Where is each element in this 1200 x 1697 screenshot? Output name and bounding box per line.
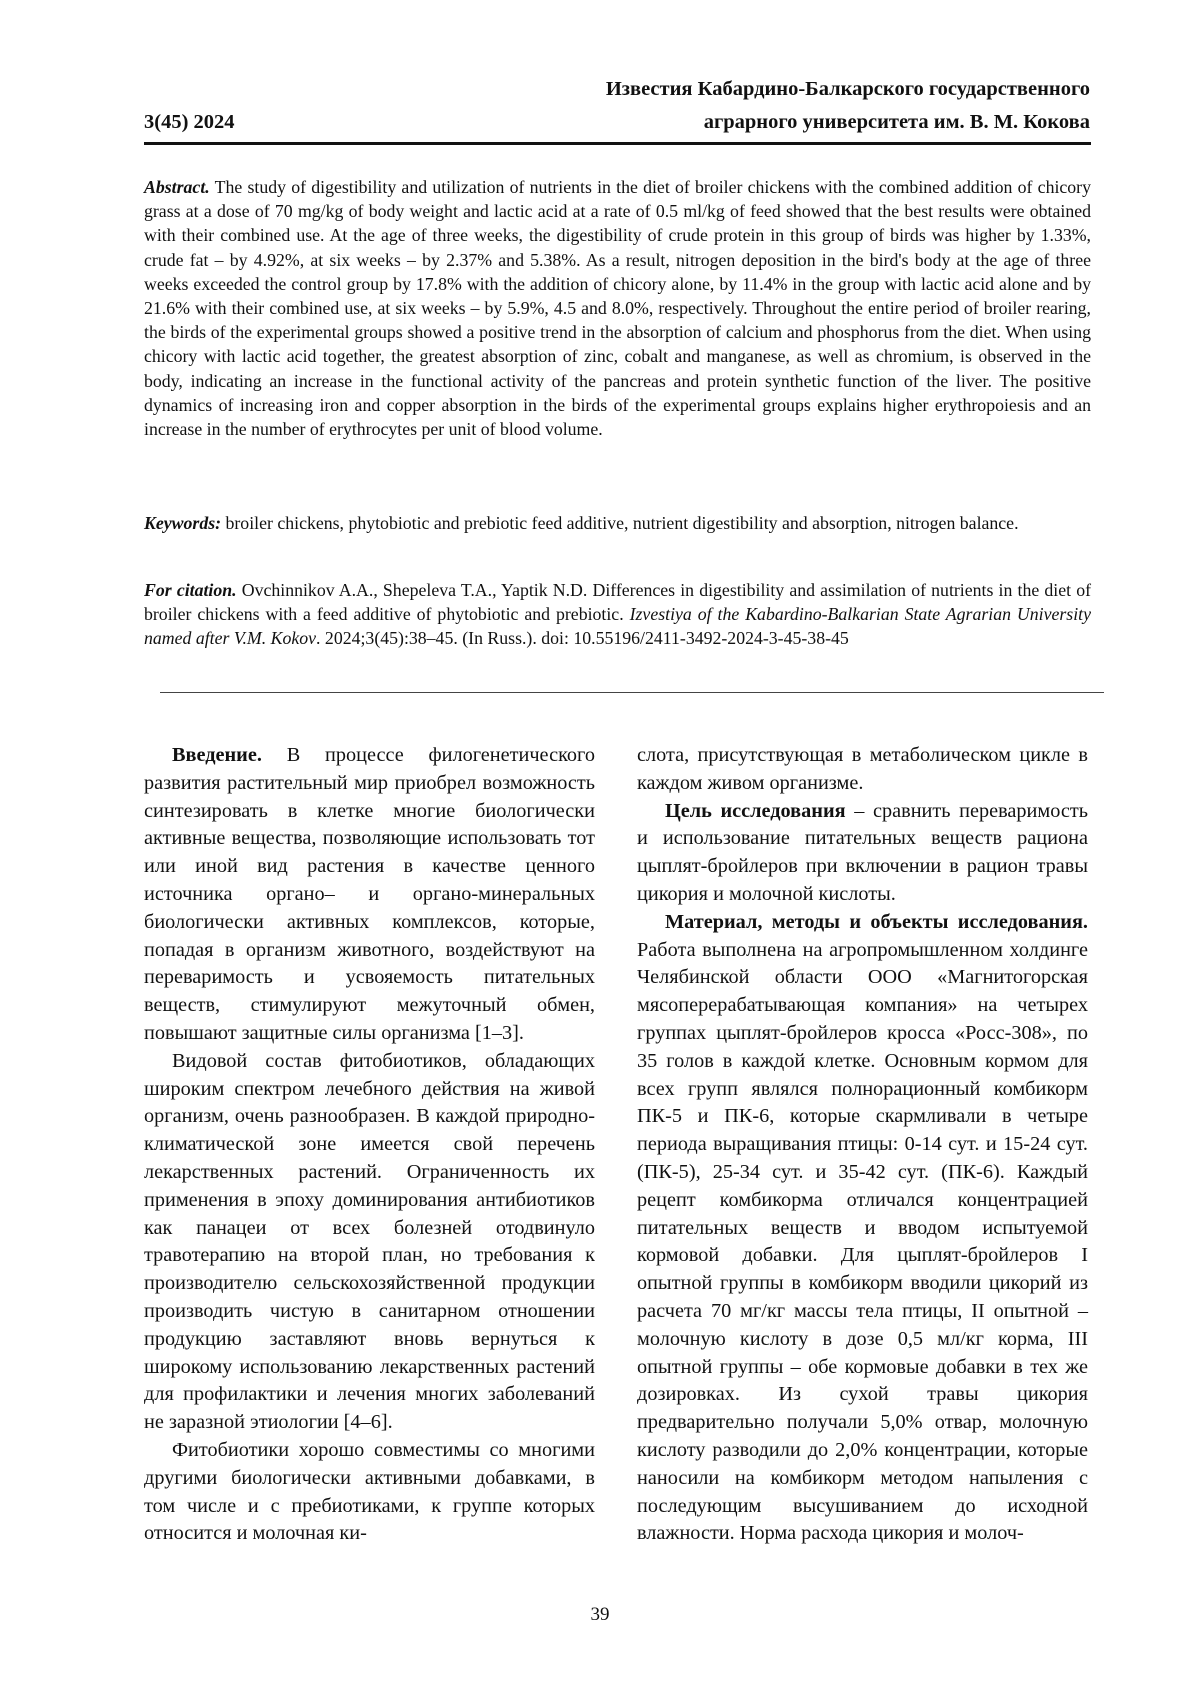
body-column-right [637,742,1088,1548]
citation-text: Ovchinnikov A.A., Shepeleva T.A., Yaptik N.D. Differences in digestibility and assimilation of nutrients in the diet of broiler chickens with a feed additive of phytobiotic and prebiotic. [144,580,1091,625]
intro-paragraph-3: Фитобиотики хорошо совместимы со многими другими биологически активными добавками, в том числе и с пребиотиками, к группе которых относится и молочная ки- [144,1438,595,1545]
methods-paragraph [637,909,1088,1548]
issue-number: 3(45) 2024 [144,111,235,133]
abstract-text: The study of digestibility and utilization of nutrients in the diet of broiler chickens with the combined addition of chicory grass at a dose of 70 mg/kg of body weight and lactic acid at a rate of 0.5 ml/kg of feed showed that the best results were obtained with their combined use. At the age of three weeks, the digestibility of crude protein in this group of birds was higher by 1.33%, crude fat – by 4.92%, at six weeks – by 2.37% and 5.38%. As a result, nitrogen deposition in the bird's body at the age of three weeks exceeded the control group by 17.8% with the addition of chicory alone, by 11.4% in the group with lactic acid alone and by 21.6% with their combined use, at six weeks – by 5.9%, 4.5 and 8.0%, respectively. Throughout the entire period of broiler rearing, the birds of the experimental groups showed a positive trend in the absorption of calcium and phosphorus from the diet. When using chicory with lactic acid together, the greatest absorption of zinc, cobalt and manganese, as well as chromium, is observed in the body, indicating an increase in the functional activity of the pancreas and protein synthetic function of the liver. The positive dynamics of increasing iron and copper absorption in the birds of the experimental groups explains higher erythropoiesis and an increase in the number of erythrocytes per unit of blood volume. [144,177,1091,440]
intro-paragraph-2: Видовой состав фитобиотиков, обладающих широким спектром лечебного действия на живой организм, очень разнообразен. В каждой природно-климатической зоне имеется свой перечень лекарственных растений. Ограниченность их применения в эпоху доминирования антибиотиков как панацеи от всех болезней отодвинуло травотерапию на второй план, но требования к производителю сельскохозяйственной продукции производить чистую в санитарном отношении продукцию заставляют вновь вернуться к широкому использованию лекарственных растений для профилактики и лечения многих заболеваний не заразной этиологии [4–6]. [144,1049,595,1434]
citation [144,578,1091,651]
journal-title-line1: Известия Кабардино-Балкарского государственного [605,78,1090,100]
methods-text: Работа выполнена на агропромышленном холдинге Челябинской области ООО «Магнитогорская мясоперерабатывающая компания» на четырех группах цыплят-бройлеров кросса «Росс-308», по 35 голов в каждой клетке. Основным кормом для всех групп являлся полнорационный комбикорм ПК-5 и ПК-6, которые скармливали в четыре периода выращивания птицы: 0-14 сут. и 15-24 сут. (ПК-5), 25-34 сут. и 35-42 сут. (ПК-6). Каждый рецепт комбикорма отличался концентрацией питательных веществ и вводом испытуемой кормовой добавки. Для цыплят-бройлеров I опытной группы в комбикорм вводили цикорий из расчета 70 мг/кг массы тела птицы, II опытной – молочную кислоту в дозе 0,5 мл/кг корма, III опытной группы – обе кормовые добавки в тех же дозировках. Из сухой травы цикория предварительно получали 5,0% отвар, молочную кислоту разводили до 2,0% концентрации, которые наносили на комбикорм методом напыления с последующим высушиванием до исходной влажности. Норма расхода цикория и молоч- [637,938,1088,1545]
citation-pages: . 2024;3(45):38–45. (In Russ.). [316,628,537,649]
section-divider [160,692,1104,693]
page-number: 39 [590,1604,610,1625]
abstract [144,175,1091,441]
journal-title [606,73,1090,139]
intro-text-1: В процессе филогенетического развития растительный мир приобрел возможность синтезировать в клетке многие биологически активные вещества, позволяющие использовать тот или иной вид растения в качестве ценного источника органо– и органо-минеральных биологически активных комплексов, которые, попадая в организм животного, воздействуют на переваримость и усвояемость питательных веществ, стимулируют межуточный обмен, повышают защитные силы организма [1–3]. [144,744,595,1044]
header-divider [144,142,1091,145]
aim-heading: Цель исследования [665,799,846,822]
aim-paragraph [637,798,1088,909]
keywords-label: Keywords: [144,513,222,533]
methods-heading: Материал, методы и объекты исследования. [665,910,1088,933]
aim-text: – сравнить переваримость и использование питательных веществ рациона цыплят-бройлеров при включении в рацион травы цикория и молочной кислоты. [637,799,1089,905]
keywords-text: broiler chickens, phytobiotic and prebiotic feed additive, nutrient digestibility and absorption, nitrogen balance. [225,513,1019,533]
citation-journal: Izvestiya of the Kabardino-Balkarian State Agrarian University named after V.M. Kokov [144,604,1091,649]
citation-label: For citation. [144,580,237,600]
body-column-left [144,742,595,1548]
intro-heading: Введение. [172,744,262,766]
keywords [144,511,1091,535]
intro-paragraph-1 [144,742,595,1048]
citation-doi: doi: 10.55196/2411-3492-2024-3-45-38-45 [541,628,849,649]
continued-paragraph: слота, присутствующая в метаболическом цикле в каждом живом организме. [637,744,1088,794]
journal-title-line2: аграрного университета им. В. М. Кокова [703,111,1090,133]
abstract-label: Abstract. [144,177,210,197]
